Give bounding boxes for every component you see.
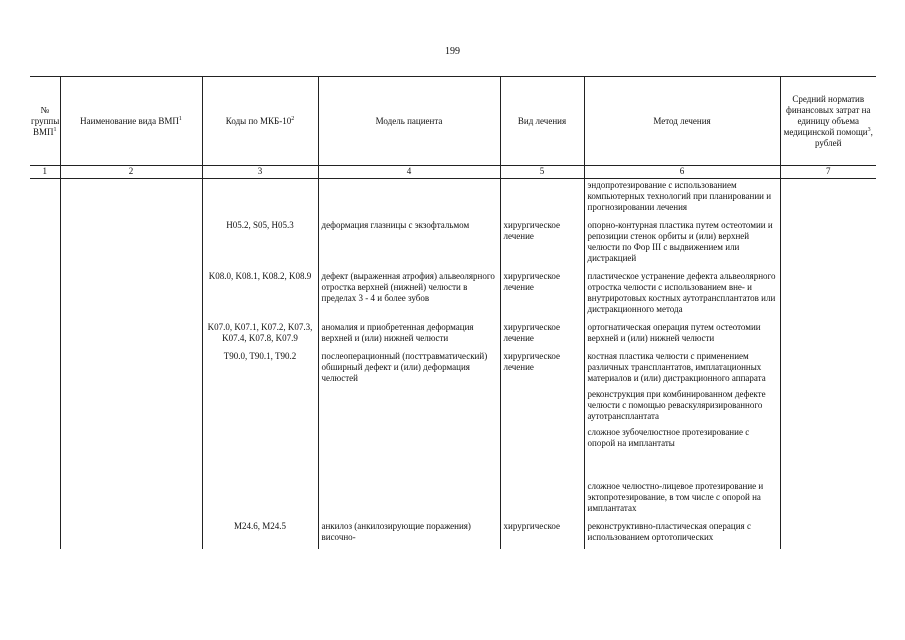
treatment-method-item: сложное челюстно-лицевое протезирование и эктопротезирование, в том числе с опорой на имплантатах: [587, 481, 764, 513]
page-number: 199: [445, 46, 460, 57]
header-group-number: № группы ВМП$^1$: [30, 77, 60, 166]
treatment-method-item: эндопротезирование с использованием компьютерных технологий при планировании и прогнозировании лечения: [587, 180, 772, 212]
group-number-cell: [30, 179, 60, 220]
vmp-name-cell: [60, 270, 202, 321]
header-icd-codes: Коды по МКБ-$10^2$: [202, 77, 318, 166]
treatment-type-cell: хирургическое лечение: [500, 321, 584, 350]
treatment-method-item: сложное зубочелюстное протезирование с опорой на имплантаты: [587, 427, 750, 448]
treatment-method-item: пластическое устранение дефекта альвеолярного отростка челюсти с использованием вне- и внутриротовых костных аутотрансплантатов или дистракционного метода: [587, 271, 776, 314]
column-number: 3: [202, 166, 318, 179]
patient-model-cell: [318, 179, 500, 220]
vmp-name-cell: [60, 321, 202, 350]
header-patient-model: Модель пациента: [318, 77, 500, 166]
header-average-cost: Средний норматив финансовых затрат на единицу объема медицинской помощи$^3$, рублей: [780, 77, 876, 166]
column-number: 6: [584, 166, 780, 179]
treatment-method-item: костная пластика челюсти с применением различных трансплантатов, имплатационных материалов и (или) дистракционного аппарата: [587, 351, 766, 383]
group-number-cell: [30, 270, 60, 321]
icd-codes-cell: K08.0, K08.1, K08.2, K08.9: [202, 270, 318, 321]
treatment-method-cell: [584, 179, 780, 220]
treatment-type-cell: хирургическое лечение: [500, 270, 584, 321]
table-row: [30, 179, 876, 220]
column-number: 1: [30, 166, 60, 179]
treatment-type-cell: хирургическое лечение: [500, 219, 584, 270]
table-row: [30, 350, 876, 520]
treatment-method-item: опорно-контурная пластика путем остеотомии и репозиции стенок орбиты и (или) верхней челюсти по Фор III с выдвижением или дистракцией: [587, 220, 773, 263]
patient-model-cell: дефект (выраженная атрофия) альвеолярного отростка верхней (нижней) челюсти в пределах 3 - 4 и более зубов: [318, 270, 500, 321]
table-header-row: [30, 77, 876, 166]
vmp-name-cell: [60, 350, 202, 520]
treatment-method-item: реконструктивно-пластическая операция с использованием ортотопических: [587, 521, 751, 542]
column-number: 2: [60, 166, 202, 179]
treatment-method-item: ортогнатическая операция путем остеотомии верхней и (или) нижней челюсти: [587, 322, 761, 343]
average-cost-cell: [780, 321, 876, 350]
treatment-method-cell: [584, 520, 780, 549]
vmp-name-cell: [60, 179, 202, 220]
column-number: 5: [500, 166, 584, 179]
average-cost-cell: [780, 520, 876, 549]
treatment-method-cell: [584, 270, 780, 321]
treatment-type-cell: хирургическое лечение: [500, 350, 584, 520]
header-treatment-method: Метод лечения: [584, 77, 780, 166]
treatment-method-item: реконструкция при комбинированном дефекте челюсти с помощью реваскуляризированного аутотрансплантата: [587, 389, 766, 421]
icd-codes-cell: K07.0, K07.1, K07.2, K07.3, K07.4, K07.8, K07.9: [202, 321, 318, 350]
group-number-cell: [30, 219, 60, 270]
column-number: 7: [780, 166, 876, 179]
header-treatment-type: Вид лечения: [500, 77, 584, 166]
treatment-method-cell: [584, 321, 780, 350]
column-number: 4: [318, 166, 500, 179]
treatment-method-cell: [584, 219, 780, 270]
icd-codes-cell: H05.2, S05, H05.3: [202, 219, 318, 270]
icd-codes-cell: T90.0, T90.1, T90.2: [202, 350, 318, 520]
icd-codes-cell: M24.6, M24.5: [202, 520, 318, 549]
average-cost-cell: [780, 219, 876, 270]
table-row: [30, 219, 876, 270]
column-number-row: [30, 166, 876, 179]
treatment-type-cell: [500, 179, 584, 220]
treatment-method-cell: [584, 350, 780, 520]
vmp-table: [30, 76, 876, 549]
header-vmp-name: Наименование вида ВМП$^1$: [60, 77, 202, 166]
patient-model-cell: послеоперационный (посттравматический) обширный дефект и (или) деформация челюстей: [318, 350, 500, 520]
average-cost-cell: [780, 179, 876, 220]
patient-model-cell: деформация глазницы с экзофтальмом: [318, 219, 500, 270]
group-number-cell: [30, 350, 60, 520]
average-cost-cell: [780, 270, 876, 321]
average-cost-cell: [780, 350, 876, 520]
treatment-method-item: [588, 454, 777, 476]
table-row: [30, 321, 876, 350]
vmp-name-cell: [60, 219, 202, 270]
table-row: [30, 270, 876, 321]
table-row: [30, 520, 876, 549]
group-number-cell: [30, 321, 60, 350]
vmp-name-cell: [60, 520, 202, 549]
patient-model-cell: анкилоз (анкилозирующие поражения) височно-: [318, 520, 500, 549]
treatment-type-cell: хирургическое: [500, 520, 584, 549]
group-number-cell: [30, 520, 60, 549]
patient-model-cell: аномалия и приобретенная деформация верхней и (или) нижней челюсти: [318, 321, 500, 350]
icd-codes-cell: [202, 179, 318, 220]
